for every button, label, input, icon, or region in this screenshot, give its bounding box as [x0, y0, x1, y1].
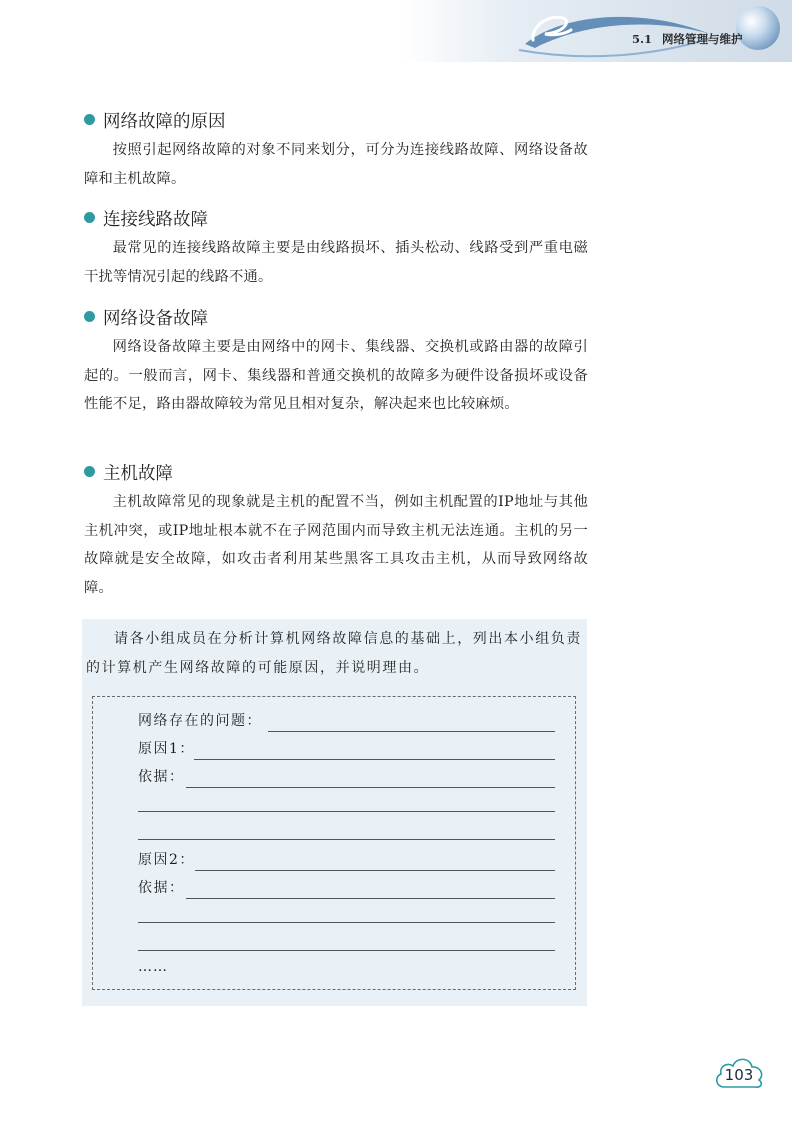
- answer-line: [195, 870, 555, 871]
- reason2-field[interactable]: [138, 851, 555, 871]
- answer-line: [194, 759, 555, 760]
- body-paragraph: 网络设备故障主要是由网络中的网卡、集线器、交换机或路由器的故障引起的。一般而言，网卡、集线器和普通交换机的故障多为硬件设备损坏或设备性能不足，路由器故障较为常见且相对复杂，解决起来也比较麻烦。: [84, 339, 588, 412]
- bullet-dot-icon: [84, 212, 95, 223]
- problem-label: 网络存在的问题：: [138, 713, 262, 729]
- section-heading: 网络设备故障: [84, 305, 208, 330]
- section-title: 网络管理与维护: [662, 32, 743, 46]
- page-number: 103: [724, 1066, 754, 1084]
- body-paragraph: 最常见的连接线路故障主要是由线路损坏、插头松动、线路受到严重电磁干扰等情况引起的线路不通。: [84, 240, 588, 285]
- blank-answer-line[interactable]: [138, 950, 555, 951]
- activity-prompt: 请各小组成员在分析计算机网络故障信息的基础上，列出本小组负责的计算机产生网络故障的可能原因，并说明理由。: [86, 631, 582, 676]
- section-heading: 连接线路故障: [84, 206, 208, 231]
- reason1-field[interactable]: [138, 740, 555, 760]
- body-paragraph: 按照引起网络故障的对象不同来划分，可分为连接线路故障、网络设备故障和主机故障。: [84, 142, 588, 187]
- answer-line: [186, 787, 555, 788]
- answer-line: [186, 898, 555, 899]
- running-header: [632, 31, 743, 47]
- section-number: 5.1: [632, 32, 653, 46]
- basis2-field[interactable]: [138, 879, 555, 899]
- activity-box: [82, 619, 587, 1006]
- bullet-dot-icon: [84, 114, 95, 125]
- reason1-label: 原因1：: [138, 741, 195, 757]
- problem-field[interactable]: [138, 712, 555, 732]
- blank-answer-line[interactable]: [138, 811, 555, 812]
- basis1-field[interactable]: [138, 768, 555, 788]
- reason2-label: 原因2：: [138, 852, 195, 868]
- blank-answer-line[interactable]: [138, 839, 555, 840]
- section-heading: 网络故障的原因: [84, 108, 226, 133]
- blank-answer-line[interactable]: [138, 922, 555, 923]
- basis1-label: 依据：: [138, 769, 185, 785]
- section-heading: 主机故障: [84, 460, 173, 485]
- bullet-dot-icon: [84, 466, 95, 477]
- answer-area: [92, 696, 576, 990]
- continuation-ellipsis: ……: [138, 959, 168, 975]
- basis2-label: 依据：: [138, 880, 185, 896]
- bullet-dot-icon: [84, 311, 95, 322]
- answer-line: [268, 731, 555, 732]
- body-paragraph: 主机故障常见的现象就是主机的配置不当，例如主机配置的IP地址与其他主机冲突，或IP地址根本就不在子网范围内而导致主机无法连通。主机的另一故障就是安全故障，如攻击者利用某些黑客工具攻击主机，从而导致网络故障。: [84, 494, 588, 596]
